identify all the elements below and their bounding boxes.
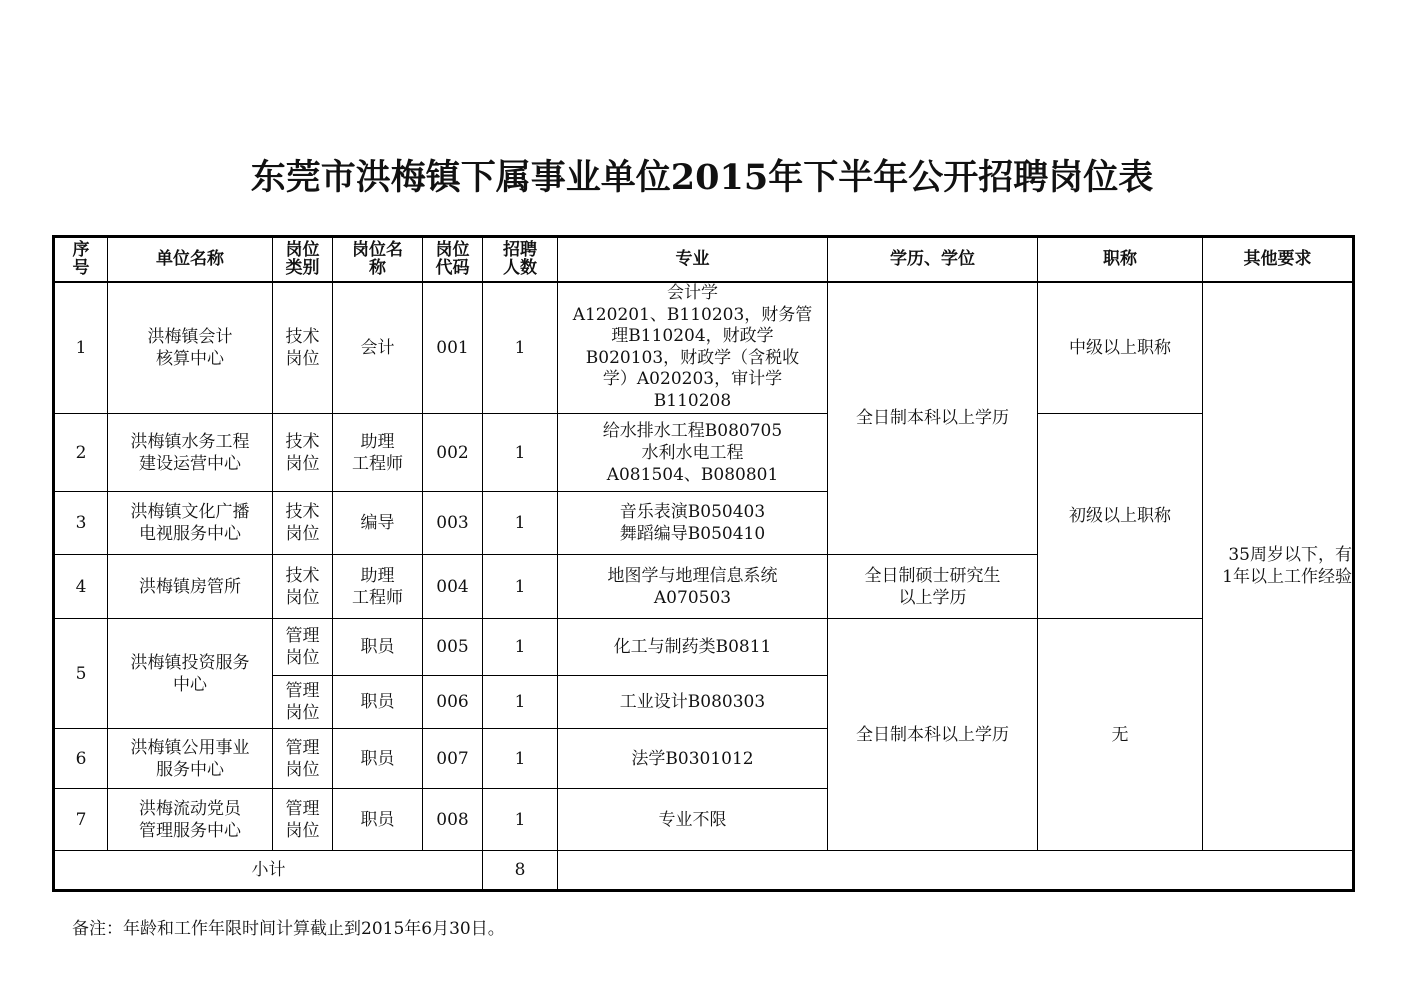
header-code: 岗位 代码 (423, 237, 483, 282)
cell-category: 管理 岗位 (273, 729, 333, 789)
cell-post: 编导 (333, 492, 423, 555)
cell-other-requirements: 35周岁以下，有 1年以上工作经验 (1203, 282, 1354, 851)
cell-count: 1 (483, 414, 558, 492)
cell-post: 职员 (333, 729, 423, 789)
subtotal-label: 小计 (54, 851, 483, 891)
cell-title-none: 无 (1038, 619, 1203, 851)
cell-unit: 洪梅镇文化广播 电视服务中心 (108, 492, 273, 555)
cell-title-mid: 中级以上职称 (1038, 282, 1203, 414)
cell-post: 职员 (333, 619, 423, 676)
cell-major: 给水排水工程B080705 水利水电工程 A081504、B080801 (558, 414, 828, 492)
subtotal-value: 8 (483, 851, 558, 891)
cell-title-junior: 初级以上职称 (1038, 414, 1203, 619)
cell-category: 管理 岗位 (273, 789, 333, 851)
cell-category: 管理 岗位 (273, 619, 333, 676)
header-title: 职称 (1038, 237, 1203, 282)
cell-major: 地图学与地理信息系统 A070503 (558, 555, 828, 619)
subtotal-row (54, 851, 1354, 891)
cell-unit: 洪梅镇房管所 (108, 555, 273, 619)
cell-code: 005 (423, 619, 483, 676)
header-unit: 单位名称 (108, 237, 273, 282)
cell-unit: 洪梅流动党员 管理服务中心 (108, 789, 273, 851)
header-other: 其他要求 (1203, 237, 1354, 282)
job-table (52, 235, 1355, 892)
cell-code: 006 (423, 676, 483, 729)
cell-code: 007 (423, 729, 483, 789)
cell-post: 助理 工程师 (333, 414, 423, 492)
cell-seq: 5 (54, 619, 108, 729)
page-title: 东莞市洪梅镇下属事业单位2015年下半年公开招聘岗位表 (250, 157, 1154, 198)
cell-unit: 洪梅镇会计 核算中心 (108, 282, 273, 414)
cell-post: 职员 (333, 676, 423, 729)
header-category: 岗位 类别 (273, 237, 333, 282)
table-row (54, 414, 1354, 492)
cell-category: 技术 岗位 (273, 555, 333, 619)
cell-code: 003 (423, 492, 483, 555)
header-seq: 序 号 (54, 237, 108, 282)
cell-code: 002 (423, 414, 483, 492)
header-row (54, 237, 1354, 282)
cell-education-master: 全日制硕士研究生 以上学历 (828, 555, 1038, 619)
cell-major: 会计学 A120201、B110203，财务管 理B110204，财政学 B020103，财政学（含税收 学）A020203，审计学 B110208 (558, 282, 828, 414)
cell-post: 助理 工程师 (333, 555, 423, 619)
cell-unit: 洪梅镇公用事业 服务中心 (108, 729, 273, 789)
header-major: 专业 (558, 237, 828, 282)
cell-seq: 2 (54, 414, 108, 492)
cell-major: 音乐表演B050403 舞蹈编导B050410 (558, 492, 828, 555)
cell-major: 工业设计B080303 (558, 676, 828, 729)
cell-category: 技术 岗位 (273, 414, 333, 492)
table-row (54, 282, 1354, 414)
cell-category: 管理 岗位 (273, 676, 333, 729)
cell-major: 专业不限 (558, 789, 828, 851)
subtotal-empty (558, 851, 1354, 891)
cell-unit: 洪梅镇投资服务 中心 (108, 619, 273, 729)
cell-education-bachelor: 全日制本科以上学历 (828, 282, 1038, 555)
cell-category: 技术 岗位 (273, 492, 333, 555)
cell-count: 1 (483, 282, 558, 414)
cell-count: 1 (483, 676, 558, 729)
cell-count: 1 (483, 729, 558, 789)
cell-code: 001 (423, 282, 483, 414)
cell-seq: 4 (54, 555, 108, 619)
header-education: 学历、学位 (828, 237, 1038, 282)
cell-code: 004 (423, 555, 483, 619)
header-post: 岗位名 称 (333, 237, 423, 282)
header-count: 招聘 人数 (483, 237, 558, 282)
cell-count: 1 (483, 492, 558, 555)
cell-education-bachelor: 全日制本科以上学历 (828, 619, 1038, 851)
cell-post: 职员 (333, 789, 423, 851)
table-row (54, 619, 1354, 676)
cell-major: 化工与制药类B0811 (558, 619, 828, 676)
footnote: 备注：年龄和工作年限时间计算截止到2015年6月30日。 (72, 919, 505, 939)
cell-seq: 7 (54, 789, 108, 851)
cell-count: 1 (483, 789, 558, 851)
cell-seq: 3 (54, 492, 108, 555)
cell-seq: 6 (54, 729, 108, 789)
cell-unit: 洪梅镇水务工程 建设运营中心 (108, 414, 273, 492)
cell-code: 008 (423, 789, 483, 851)
cell-major: 法学B0301012 (558, 729, 828, 789)
cell-count: 1 (483, 619, 558, 676)
cell-seq: 1 (54, 282, 108, 414)
cell-category: 技术 岗位 (273, 282, 333, 414)
cell-post: 会计 (333, 282, 423, 414)
cell-count: 1 (483, 555, 558, 619)
